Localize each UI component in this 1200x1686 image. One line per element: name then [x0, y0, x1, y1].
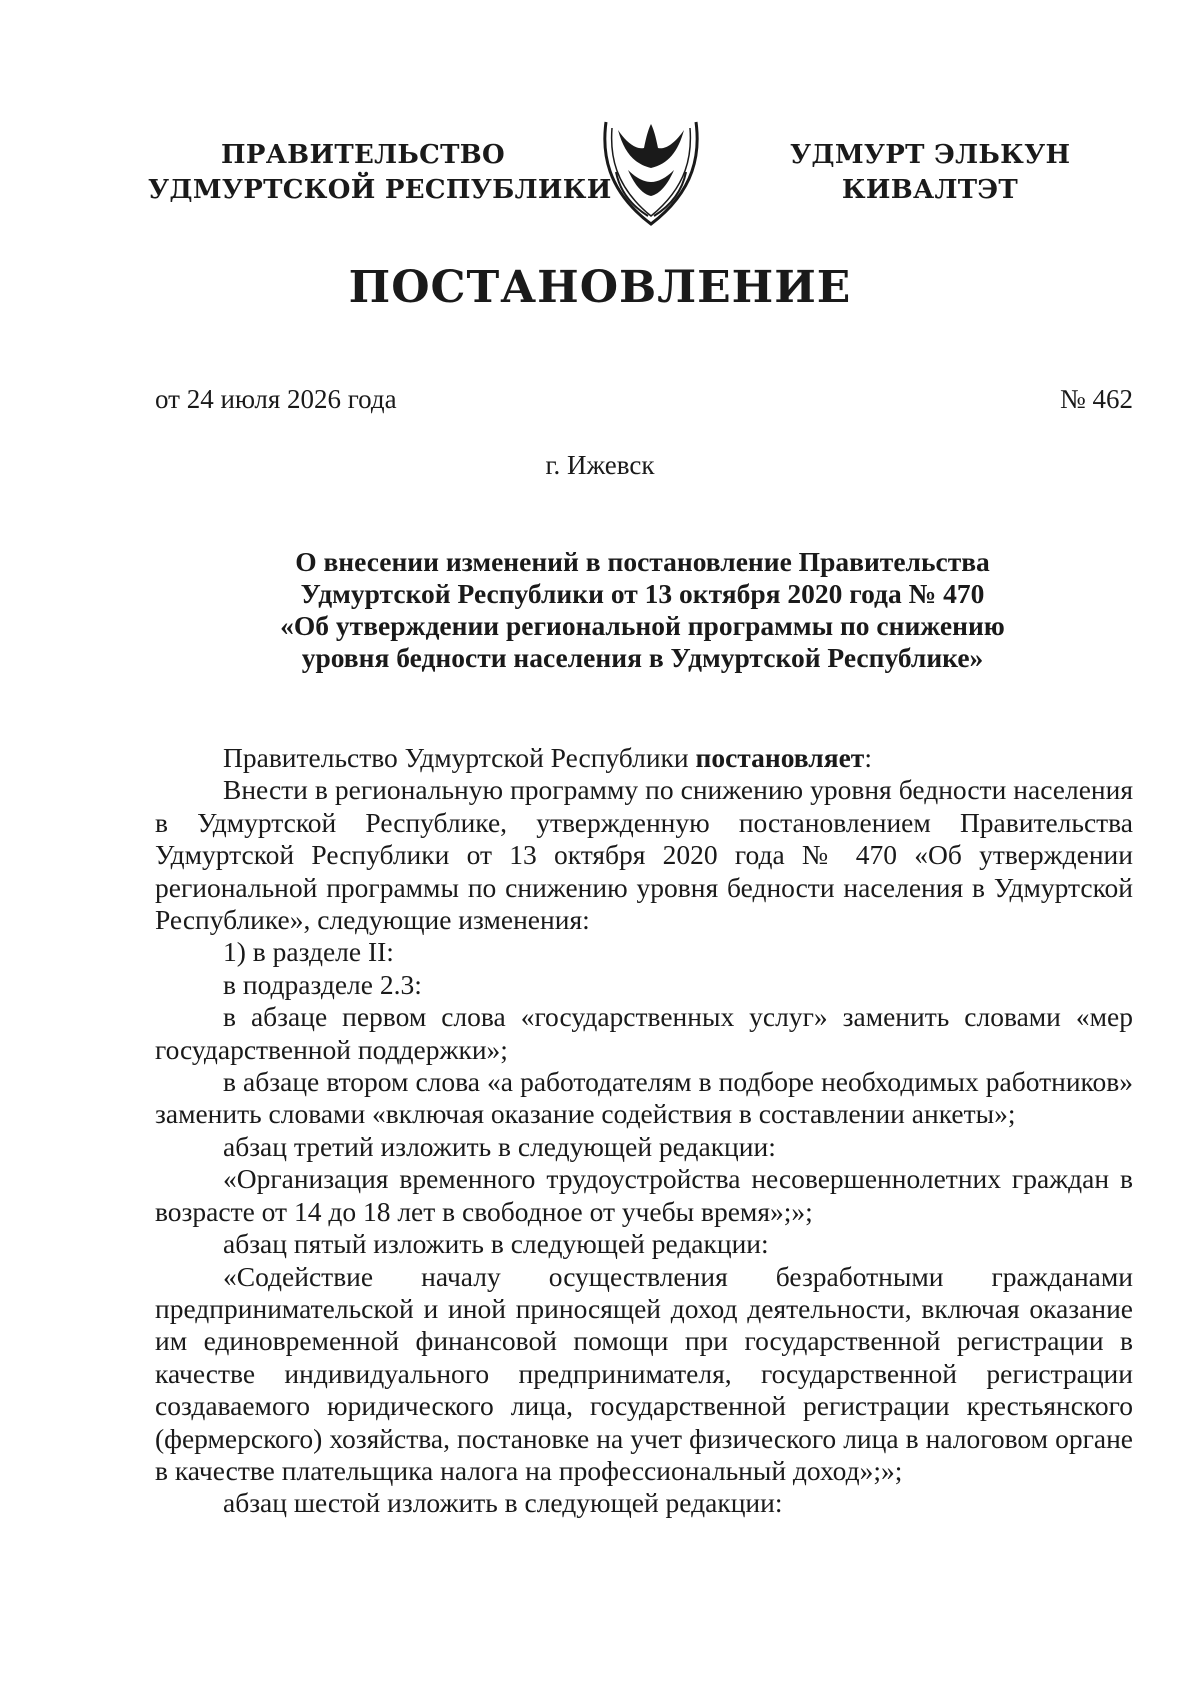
subject-line-2: Удмуртской Республики от 13 октября 2020 года № 470 [300, 578, 985, 609]
body-paragraph: в абзаце втором слова «а работодателям в подборе необходимых работников» заменить словами «включая оказание содействия в составлении анкеты»; [155, 1066, 1133, 1130]
document-body [155, 742, 1133, 1520]
body-paragraph: абзац третий изложить в следующей редакции: [223, 1130, 776, 1162]
body-paragraph: «Организация временного трудоустройства несовершеннолетних граждан в возрасте от 14 до 18 лет в свободное от учебы время»;»; [155, 1163, 1133, 1227]
intro-paragraph [155, 742, 1133, 774]
body-paragraph: 1) в разделе II: [223, 936, 394, 968]
body-paragraph: абзац шестой изложить в следующей редакции: [223, 1487, 783, 1519]
document-number: № 462 [1059, 384, 1133, 414]
intro-bold-verb: постановляет [695, 742, 865, 773]
body-paragraph: Внести в региональную программу по снижению уровня бедности населения в Удмуртской Республике, утвержденную постановлением Правительства Удмуртской Республики от 13 октября 2020 года № 470 «Об утверждении региональной программы по снижению уровня бедности населения в Удмуртской Республике», следующие изменения: [155, 774, 1133, 936]
body-paragraph: в абзаце первом слова «государственных услуг» заменить словами «мер государственной поддержки»; [155, 1001, 1133, 1065]
issuer-name-russian [148, 138, 612, 208]
document-subject [150, 546, 1135, 674]
intro-end: : [864, 742, 872, 773]
body-paragraph: абзац пятый изложить в следующей редакции: [223, 1228, 769, 1260]
intro-text: Правительство Удмуртской Республики [223, 742, 696, 773]
subject-line-3: «Об утверждении региональной программы по снижению [280, 610, 1005, 641]
document-date: от 24 июля 2026 года [155, 384, 397, 414]
issuer-line-2: УДМУРТСКОЙ РЕСПУБЛИКИ [148, 175, 612, 205]
body-paragraph: в подразделе 2.3: [223, 968, 422, 1000]
subject-line-1: О внесении изменений в постановление Правительства [295, 546, 990, 577]
issuer-udmurt-line-1: УДМУРТ ЭЛЬКУН [790, 140, 1071, 170]
issuer-udmurt-line-2: КИВАЛТЭТ [841, 175, 1019, 205]
issuer-name-udmurt [790, 138, 1070, 208]
issuer-line-1: ПРАВИТЕЛЬСТВО [221, 140, 505, 170]
document-city: г. Ижевск [545, 450, 655, 480]
document-type-title: ПОСТАНОВЛЕНИЕ [348, 262, 852, 313]
body-paragraph: «Содействие началу осуществления безработными гражданами предпринимательской и иной приносящей доход деятельности, включая оказание им единовременной финансовой помощи при государственной регистрации в качестве индивидуального предпринимателя, государственной регистрации создаваемого юридического лица, государственной регистрации крестьянского (фермерского) хозяйства, постановке на учет физического лица в налоговом органе в качестве плательщика налога на профессиональный доход»;»; [155, 1260, 1133, 1486]
coat-of-arms-icon [598, 112, 704, 228]
subject-line-4: уровня бедности населения в Удмуртской Республике» [301, 642, 984, 673]
